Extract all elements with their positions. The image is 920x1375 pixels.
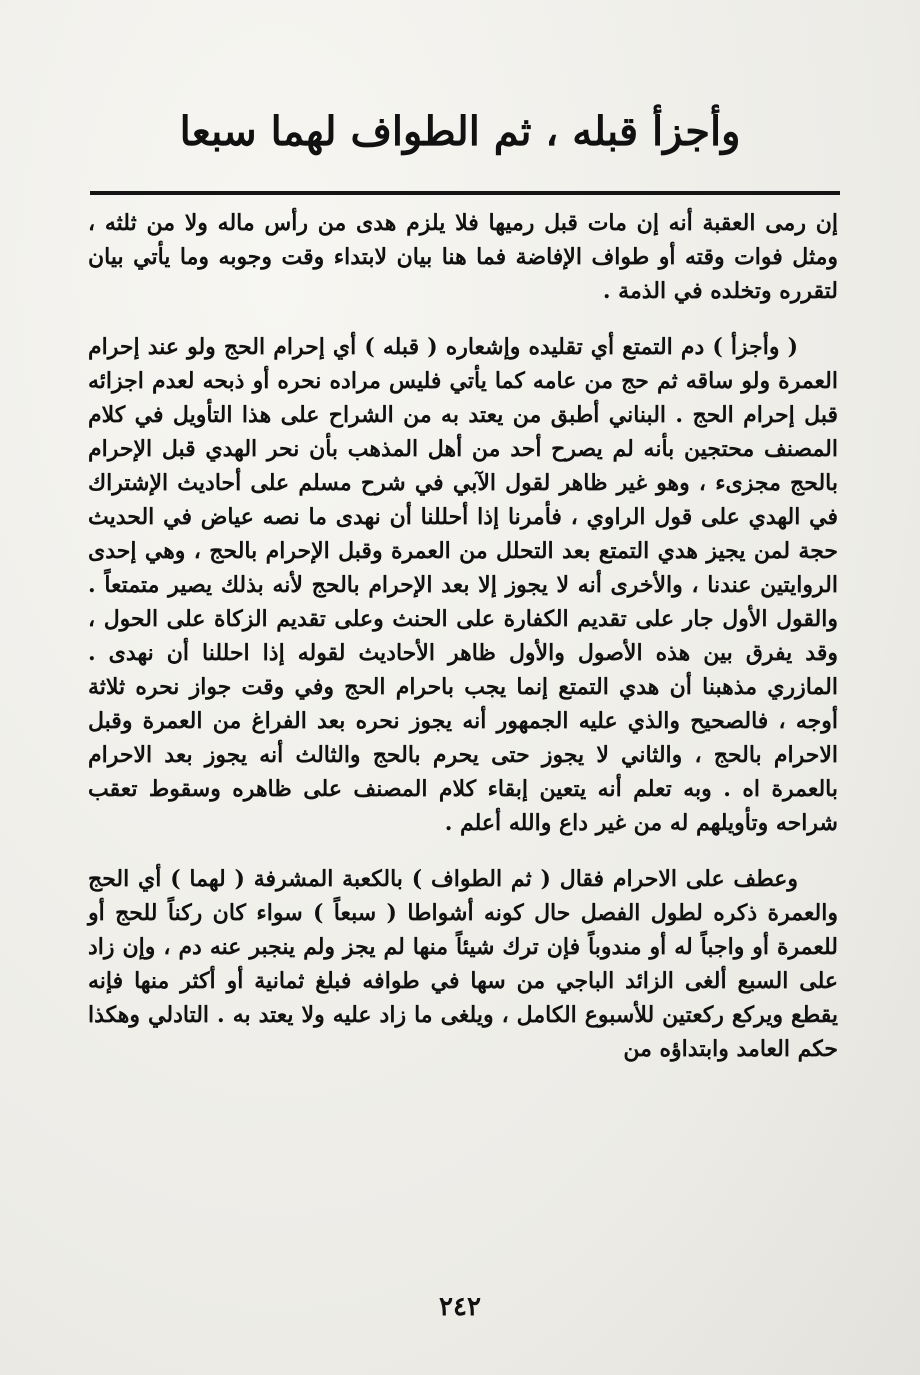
paragraph-tamattu-sacrifice: ( وأجزأ ) دم التمتع أي تقليده وإشعاره ( قبله ) أي إحرام الحج ولو عند إحرام العمرة ولو ساقه ثم حج من عامه كما يأتي فليس مراده نحره أو ذبحه لعدم اجزائه قبل إحرام الحج . البناني أطبق من يعتد به من الشراح على هذا التأويل في كلام المصنف محتجين بأنه لم يصرح أحد من أهل المذهب بأن نحر الهدي قبل الإحرام بالحج مجزىء ، وهو غير ظاهر لقول الآبي في شرح مسلم على أحاديث الإشتراك في الهدي على قول الراوي ، فأمرنا إذا أحللنا أن نهدى ما نصه عياض في الحديث حجة لمن يجيز هدي التمتع بعد التحلل من العمرة وقبل الإحرام بالحج ، وهي إحدى الروايتين عندنا ، والأخرى أنه لا يجوز إلا بعد الإحرام بالحج لأنه بذلك يصير متمتعاً . والقول الأول جار على تقديم الكفارة على الحنث وعلى تقديم الزكاة على الحول ، وقد يفرق بين هذه الأصول والأول ظاهر الأحاديث لقوله إذا احللنا أن نهدى . المازري مذهبنا أن هدي التمتع إنما يجب باحرام الحج وفي وقت جواز نحره ثلاثة أوجه ، فالصحيح والذي عليه الجمهور أنه يجوز نحره بعد الفراغ من العمرة وقبل الاحرام بالحج ، والثاني لا يجوز حتى يحرم بالحج والثالث أنه يجوز بعد الاحرام بالعمرة اه . وبه تعلم أنه يتعين إبقاء كلام المصنف على ظاهره وسقوط تعقب شراحه وتأويلهم له من غير داع والله أعلم . — [88, 334, 838, 836]
commentary-body — [88, 206, 838, 1088]
page-title: وأجزأ قبله ، ثم الطواف لهما سبعا — [179, 108, 741, 155]
paragraph-tawaf: وعطف على الاحرام فقال ( ثم الطواف ) بالكعبة المشرفة ( لهما ) أي الحج والعمرة ذكره لطول الفصل حال كونه أشواطا ( سبعاً ) سواء كان ركناً للحج أو للعمرة أو واجباً له أو مندوباً فإن ترك شيئاً منها لم يجز ولم ينجبر عنه دم ، وإن زاد على السبع ألغى الزائد الباجي من سها في طوافه فبلغ ثمانية أو أكثر منها فإنه يقطع ويركع ركعتين للأسبوع الكامل ، ويلغى ما زاد عليه ولا يعتد به . التادلي وهكذا حكم العامد وابتداؤه من — [88, 866, 839, 1062]
paragraph-continuation: إن رمى العقبة أنه إن مات قبل رميها فلا يلزم هدى من رأس ماله ولا من ثلثه ، ومثل فوات وقته أو طواف الإفاضة فما هنا بيان لابتداء وقت وجوبه وما يأتي بيان لتقرره وتخلده في الذمة . — [88, 210, 838, 304]
header-divider — [90, 191, 840, 195]
page-number: ٢٤٢ — [439, 1292, 481, 1322]
